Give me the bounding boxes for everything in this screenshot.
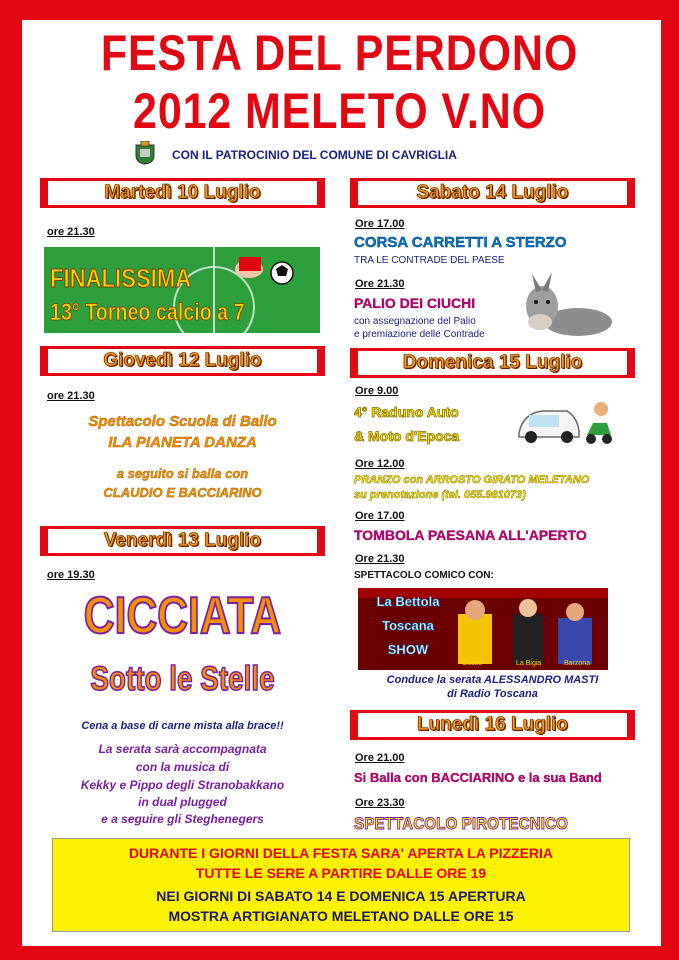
banner-line1: DURANTE I GIORNI DELLA FESTA SARA' APERTA LA PIZZERIA (128, 845, 554, 861)
info-banner (52, 838, 630, 932)
palio-sub-2: e premiazione delle Contrade (354, 329, 485, 340)
music-line-1: La serata sarà accompagnata (98, 742, 267, 756)
day-label: Domenica 15 Luglio (358, 351, 627, 375)
comedian-name: Barzona (564, 660, 591, 667)
day-header-monday (350, 710, 635, 740)
host-line1: Conduce la serata ALESSANDRO MASTI (386, 674, 599, 686)
event-time: Ore 9.00 (355, 385, 399, 397)
day-header-friday (40, 526, 325, 556)
municipal-crest-icon (134, 141, 156, 165)
carretti-race-title: CORSA CARRETTI A STERZO (354, 234, 567, 251)
day-header-tuesday (40, 178, 325, 208)
music-line-4: in dual plugged (138, 795, 227, 809)
finalissima-title: FINALISSIMA (50, 263, 192, 293)
vintage-car-icon (515, 393, 615, 449)
event-time: Ore 12.00 (355, 458, 405, 470)
music-line-3: Kekky e Pippo degli Stranobakkano (80, 778, 285, 792)
event-time: Ore 21.30 (355, 278, 405, 290)
event-time: ore 19.30 (47, 569, 95, 581)
event-time: Ore 21.00 (355, 752, 405, 764)
auto-rally-line2: & Moto d'Epoca (354, 428, 460, 444)
football-image (44, 247, 320, 333)
sotto-le-stelle-title: Sotto le Stelle (90, 660, 275, 698)
event-time: Ore 17.00 (355, 218, 405, 230)
poster-title-line1: FESTA DEL PERDONO (100, 25, 579, 81)
palio-title: PALIO DEI CIUCHI (354, 295, 476, 311)
day-header-saturday (350, 178, 635, 208)
day-label: Martedì 10 Luglio (48, 181, 317, 205)
patronage-text: CON IL PATROCINIO DEL COMUNE DI CAVRIGLIA (172, 148, 457, 162)
comedy-show-label: SPETTACOLO COMICO CON: (354, 570, 494, 581)
poster-title-line2: 2012 MELETO V.NO (133, 83, 546, 139)
comedian-name: La Bigia (516, 660, 542, 667)
host-line2: di Radio Toscana (447, 688, 538, 700)
carretti-race-sub: TRA LE CONTRADE DEL PAESE (354, 255, 505, 266)
dance-show-line4: CLAUDIO E BACCIARINO (103, 485, 262, 500)
music-line-2: con la musica di (135, 760, 230, 774)
banner-line4: MOSTRA ARTIGIANATO MELETANO DALLE ORE 15 (168, 908, 514, 924)
show-name-line2: Toscana (382, 618, 434, 633)
event-time: Ore 17.00 (355, 510, 405, 522)
day-header-sunday (350, 348, 635, 378)
banner-line2: TUTTE LE SERE A PARTIRE DALLE ORE 19 (195, 865, 487, 881)
dinner-note: Cena a base di carne mista alla brace!! (81, 720, 284, 732)
day-label: Venerdì 13 Luglio (48, 529, 317, 553)
comedian-name: Occoo (462, 660, 483, 667)
music-line-5: e a seguire gli Steghenegers (101, 812, 264, 826)
tournament-subtitle: 13° Torneo calcio a 7 (50, 299, 245, 326)
lunch-line2: su prenotazione (tel. 055.961073) (354, 489, 526, 501)
auto-rally-line1: 4° Raduno Auto (354, 404, 459, 420)
fireworks-title: SPETTACOLO PIROTECNICO (354, 814, 568, 833)
lunch-line1: PRANZO con ARROSTO GIRATO MELETANO (354, 474, 590, 486)
day-header-thursday (40, 346, 325, 376)
event-time: ore 21.30 (47, 390, 95, 402)
event-time: Ore 23.30 (355, 797, 405, 809)
dance-show-line3: a seguito si balla con (116, 466, 249, 481)
dance-show-line1: Spettacolo Scuola di Ballo (88, 413, 277, 430)
day-label: Giovedì 12 Luglio (48, 349, 317, 373)
day-label: Lunedì 16 Luglio (358, 713, 627, 737)
dance-band-title: Si Balla con BACCIARINO e la sua Band (354, 770, 602, 785)
donkey-icon (512, 266, 616, 342)
tombola-title: TOMBOLA PAESANA ALL'APERTO (354, 527, 587, 543)
banner-line3: NEI GIORNI DI SABATO 14 E DOMENICA 15 APERTURA (156, 888, 526, 904)
comedy-show-image (358, 588, 608, 670)
show-name-line1: La Bettola (376, 594, 440, 609)
cicciata-title: CICCIATA (83, 587, 282, 645)
day-label: Sabato 14 Luglio (358, 181, 627, 205)
event-time: Ore 21.30 (355, 553, 405, 565)
show-name-line3: SHOW (387, 642, 429, 657)
palio-sub-1: con assegnazione del Palio (354, 316, 476, 327)
dance-show-line2: ILA PIANETA DANZA (108, 434, 257, 451)
event-time: ore 21.30 (47, 226, 95, 238)
